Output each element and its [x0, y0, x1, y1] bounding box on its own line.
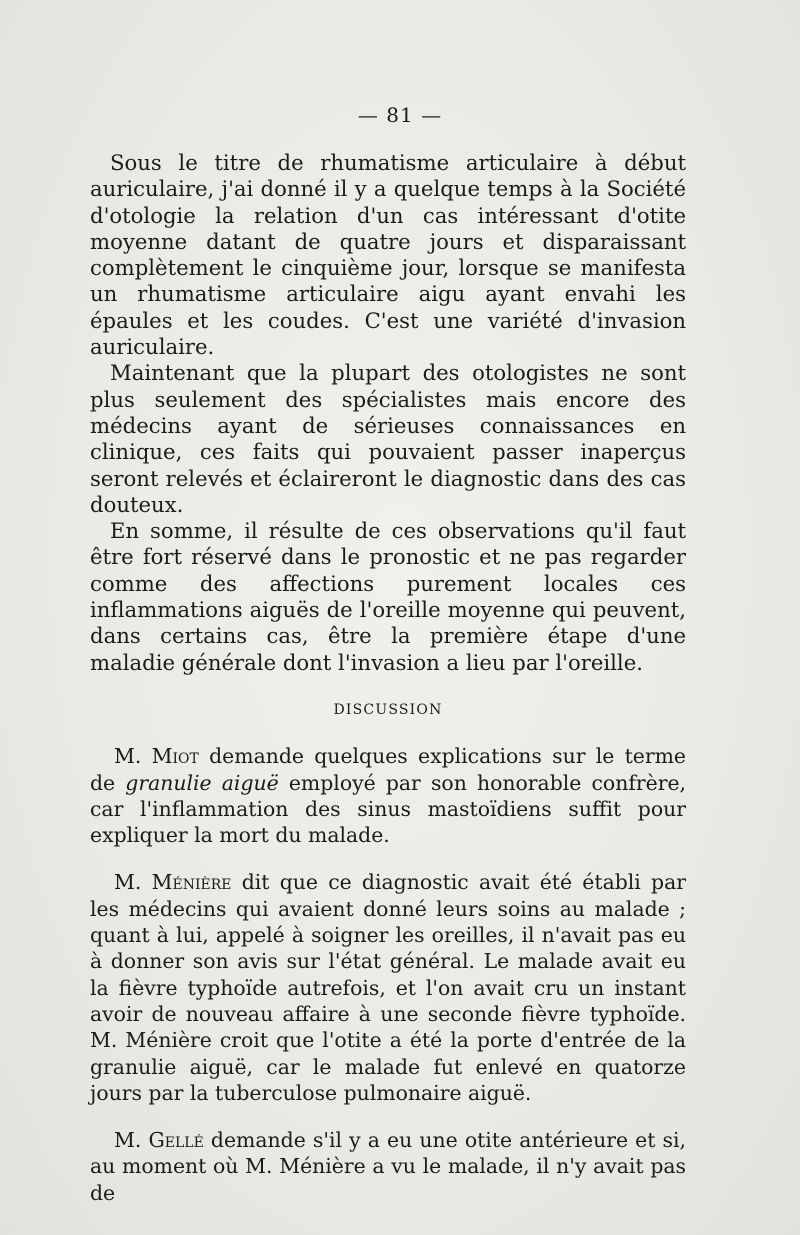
- paragraph: Maintenant que la plupart des otologistes ne sont plus seulement des spécialistes mais encore des médecins ayant de sérieuses connaissances en clinique, ces faits qui pouvaient passer inaperçus seront relevés et éclaireront le diagnostic dans des cas douteux.: [90, 360, 686, 517]
- speaker-name: M. Miot: [114, 744, 199, 769]
- italic-term: granulie aiguë: [125, 770, 279, 795]
- discussion-paragraph: [90, 743, 686, 848]
- speaker-name: M. Ménière: [114, 870, 232, 895]
- discussion-text: demande quelques explications sur le terme de: [90, 744, 686, 795]
- paragraph: Sous le titre de rhumatisme articulaire à début auriculaire, j'ai donné il y a quelque temps à la Société d'otologie la relation d'un cas intéressant d'otite moyenne datant de quatre jours et disparaissant complètement le cinquième jour, lorsque se manifesta un rhumatisme articulaire aigu ayant envahi les épaules et les coudes. C'est une variété d'invasion auriculaire.: [90, 150, 686, 360]
- discussion-heading: DISCUSSION: [333, 701, 443, 718]
- body-text: [90, 150, 686, 1227]
- discussion-text: demande s'il y a eu une otite antérieure et si, au moment où M. Ménière a vu le malade, il n'y avait pas de: [90, 1128, 686, 1205]
- discussion-paragraph: [90, 1127, 686, 1206]
- discussion-text: dit que ce diagnostic avait été établi par les médecins qui avaient donné leurs soins au malade ; quant à lui, appelé à soigner les oreilles, il n'avait pas eu à donner son avis sur l'état général. Le malade avait eu la fièvre typhoïde autrefois, et l'on avait cru un instant avoir de nouveau affaire à une seconde fièvre typhoïde. M. Ménière croit que l'otite a été la porte d'entrée de la granulie aiguë, car le malade fut enlevé en quatorze jours par la tuberculose pulmonaire aiguë.: [90, 870, 687, 1105]
- page-number: — 81 —: [357, 103, 443, 127]
- speaker-name: M. Gellé: [114, 1128, 204, 1153]
- discussion-text: employé par son honorable confrère, car l'inflammation des sinus mastoïdiens suffit pour expliquer la mort du malade.: [90, 770, 686, 848]
- paragraph: En somme, il résulte de ces observations qu'il faut être fort réservé dans le pronostic et ne pas regarder comme des affections purement locales ces inflammations aiguës de l'oreille moyenne qui peuvent, dans certains cas, être la première étape d'une maladie générale dont l'invasion a lieu par l'oreille.: [90, 518, 686, 675]
- discussion-paragraph: [90, 869, 686, 1106]
